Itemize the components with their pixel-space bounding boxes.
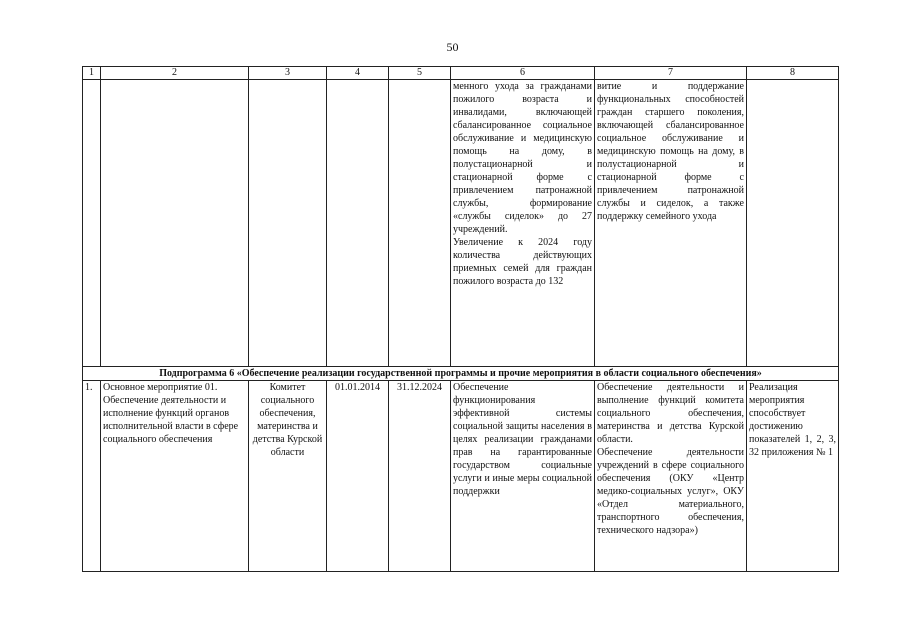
column-number: 5: [389, 67, 451, 80]
end-date: 31.12.2024: [389, 381, 451, 572]
consequence-cell: [595, 80, 747, 367]
column-number: 7: [595, 67, 747, 80]
empty-cell: [83, 80, 101, 367]
subprogram-title: Подпрограмма 6 «Обеспечение реализации государственной программы и прочие мероприятия в области социального обеспечения»: [83, 367, 839, 381]
consequence-text: Обеспечение деятельности учреждений в сфере социального обеспечения (ОКУ «Центр медико-социальных услуг», ОКУ «Отдел материального, транспортного обеспечения, технического надзора»): [597, 447, 744, 536]
program-table: [82, 66, 839, 572]
column-number: 3: [249, 67, 327, 80]
empty-cell: [101, 80, 249, 367]
expected-result-text: менного ухода за гражданами пожилого возраста и инвалидами, включающей сбалансированное социальное обслуживание и медицинскую помощь на дому, в полустационарной и стационарной форме с привлечением патронажной службы, формирование «службы сиделок» до 27 учреждений.: [453, 81, 592, 235]
expected-result-cell: [451, 80, 595, 367]
subprogram-row: [83, 367, 839, 381]
empty-cell: [327, 80, 389, 367]
expected-result-text: Увеличение к 2024 году количества действующих приемных семей для граждан пожилого возраста до 132: [453, 237, 592, 287]
consequence-cell: [595, 381, 747, 572]
column-number: 6: [451, 67, 595, 80]
column-number: 2: [101, 67, 249, 80]
empty-cell: [389, 80, 451, 367]
continuation-row: [83, 80, 839, 367]
event-name: Основное мероприятие 01. Обеспечение деятельности и исполнение функций органов исполнительной власти в сфере социального обеспечения: [101, 381, 249, 572]
consequence-text: Обеспечение деятельности и выполнение функций комитета социального обеспечения, материнства и детства Курской области.: [597, 382, 744, 445]
empty-cell: [249, 80, 327, 367]
page-number: 50: [446, 40, 459, 54]
expected-result: Обеспечение функционирования эффективной системы социальной защиты населения в целях реализации гражданами прав на гарантированные государством социальные услуги и иные меры социальной поддержки: [451, 381, 595, 572]
indicator-link: Реализация мероприятия способствует достижению показателей 1, 2, 3, 32 приложения № 1: [747, 381, 839, 572]
empty-cell: [747, 80, 839, 367]
row-number: 1.: [83, 381, 101, 572]
consequence-text: витие и поддержание функциональных способностей граждан старшего поколения, включающей сбалансированное социальное обслуживание и медицинскую помощь на дому, в полустационарной и стационарной форме с привлечением патронажной службы и сиделок, а также поддержку семейного ухода: [597, 81, 744, 222]
start-date: 01.01.2014: [327, 381, 389, 572]
executor: Комитет социального обеспечения, материнства и детства Курской области: [249, 381, 327, 572]
column-number: 4: [327, 67, 389, 80]
column-number-row: [83, 67, 839, 80]
column-number: 8: [747, 67, 839, 80]
table-row: [83, 381, 839, 572]
column-number: 1: [83, 67, 101, 80]
